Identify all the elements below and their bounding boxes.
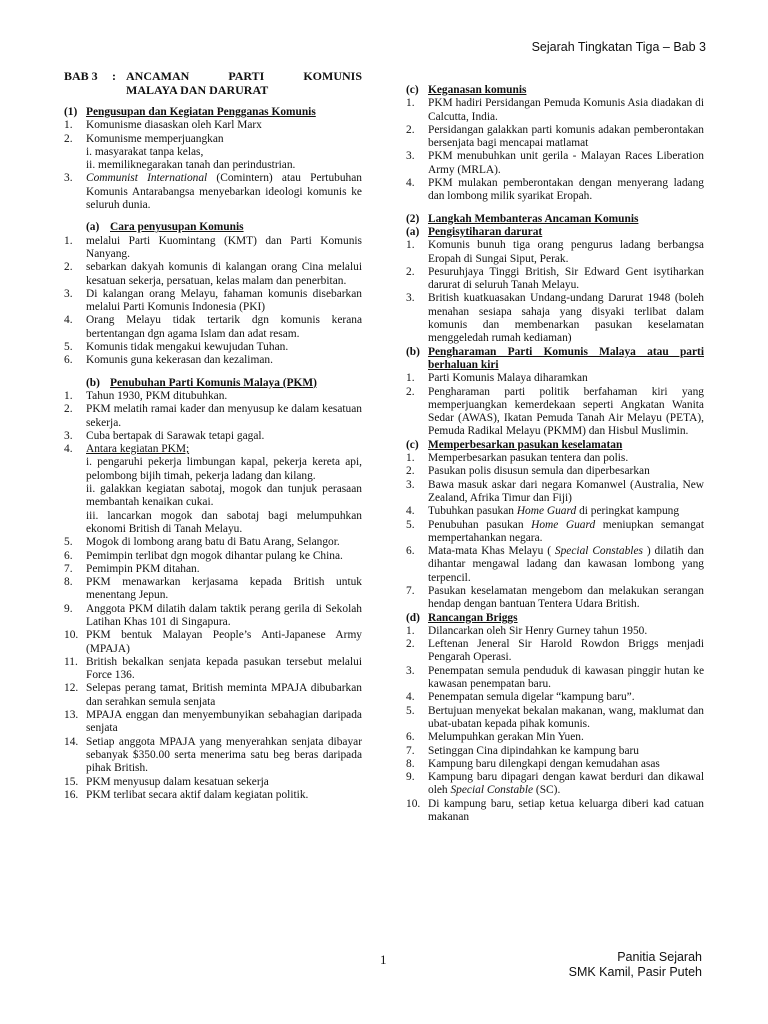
list-item — [64, 789, 362, 802]
page-header: Sejarah Tingkatan Tiga – Bab 3 — [531, 40, 706, 54]
item-text — [86, 576, 362, 603]
item-number: 5. — [406, 518, 415, 531]
list-item — [406, 638, 704, 665]
text-run: Di kalangan orang Melayu, fahaman komunis disebarkan melalui Parti Komunis Indonesia (PKI) — [86, 287, 362, 314]
list-item — [64, 736, 362, 776]
text-run: Mogok di lombong arang batu di Batu Arang, Selangor. — [86, 536, 340, 549]
text-run: PKM terlibat secara aktif dalam kegiatan politik. — [86, 788, 309, 801]
italic-term: Communist International — [86, 172, 208, 185]
item-text — [428, 124, 704, 151]
title-colon: : — [112, 69, 116, 83]
title-word: KOMUNIS — [303, 69, 362, 83]
footer-line: SMK Kamil, Pasir Puteh — [568, 965, 702, 979]
list-item — [406, 665, 704, 692]
text-run: Pesuruhjaya Tinggi British, Sir Edward Gent isytiharkan darurat di seluruh Tanah Melayu. — [428, 265, 704, 292]
list-item — [406, 505, 704, 518]
list-item — [64, 430, 362, 443]
item-number: 2. — [64, 132, 73, 145]
item-text — [86, 709, 362, 736]
subsection-title: Keganasan komunis — [428, 84, 527, 96]
text-run: Tahun 1930, PKM ditubuhkan. — [86, 389, 228, 402]
item-text — [428, 479, 704, 506]
item-number: 3. — [406, 292, 415, 305]
item-number: 2. — [406, 638, 415, 651]
text-run: Di kampung baru, setiap ketua keluarga diberi kad catuan makanan — [428, 797, 704, 824]
list — [406, 97, 704, 203]
italic-term: Special Constables — [554, 545, 643, 558]
item-text — [428, 465, 704, 478]
text-run: Pengharaman parti politik berfahaman kiri yang memperjuangkan kemerdekaan seperti Angkatan Wanita Sedar (AWAS), Ikatan Pemuda Tanah Air Melayu (PETA), Pemuda Radikal Melayu (PKMM) dan Hisbul Muslimin. — [428, 385, 704, 438]
item-text — [428, 292, 704, 345]
item-number: 5. — [64, 536, 73, 549]
item-text — [86, 563, 362, 576]
list-item — [64, 656, 362, 683]
left-column — [64, 69, 362, 802]
item-text — [86, 776, 362, 789]
item-text — [428, 691, 704, 704]
item-number: 11. — [64, 655, 78, 668]
item-text — [86, 682, 362, 709]
item-number: 16. — [64, 788, 79, 801]
subsection-heading — [64, 377, 362, 390]
section-title: Langkah Membanteras Ancaman Komunis — [428, 212, 639, 225]
list-item — [406, 731, 704, 744]
list-item — [406, 745, 704, 758]
item-number: 4. — [406, 505, 415, 518]
text-run: Memperbesarkan pasukan tentera dan polis. — [428, 452, 629, 465]
title-word: ANCAMAN — [126, 69, 190, 83]
item-number: 5. — [406, 704, 415, 717]
text-run: Pasukan polis disusun semula dan diperbesarkan — [428, 465, 650, 478]
list-item — [406, 372, 704, 385]
text-run: Penempatan semula digelar “kampung baru”. — [428, 691, 635, 704]
item-number: 2. — [64, 403, 73, 416]
list-item — [64, 776, 362, 789]
section-title: Pengusupan dan Kegiatan Pengganas Komunis — [86, 106, 316, 118]
item-number: 10. — [64, 629, 79, 642]
list-item — [406, 386, 704, 439]
list-item — [64, 172, 362, 212]
sub-item: ii. memiliknegarakan tanah dan perindustrian. — [86, 159, 296, 172]
item-number: 5. — [64, 341, 73, 354]
list-item — [64, 709, 362, 736]
item-text — [428, 150, 704, 177]
item-number: 6. — [64, 354, 73, 367]
item-number: 15. — [64, 775, 79, 788]
subsection-label: (a) — [406, 225, 420, 238]
item-number: 2. — [64, 261, 73, 274]
list-item — [64, 550, 362, 563]
text-run: Bertujuan menyekat bekalan makanan, wang, maklumat dan ubat-ubatan kepada pihak komunis. — [428, 704, 704, 730]
section-number: (2) — [406, 212, 420, 225]
text-run: Komunisme diasaskan oleh Karl Marx — [86, 119, 262, 132]
item-text — [86, 430, 362, 443]
list-item — [64, 235, 362, 262]
list-item — [64, 443, 362, 456]
item-text — [86, 550, 362, 563]
item-number: 3. — [406, 150, 415, 163]
text-run: Komunis bunuh tiga orang pengurus ladang berbangsa Eropah di Sungai Siput, Perak. — [428, 239, 704, 265]
list-item — [406, 519, 704, 546]
item-number: 3. — [64, 429, 73, 442]
item-text — [86, 536, 362, 549]
text-run: Anggota PKM dilatih dalam taktik perang gerila di Sekolah Latihan Khas 101 di Singapura. — [86, 602, 362, 628]
list-item — [406, 239, 704, 266]
item-number: 6. — [64, 549, 73, 562]
item-number: 1. — [406, 372, 415, 385]
chapter-number: BAB 3 — [64, 69, 98, 83]
subsection-title: Pengharaman Parti Komunis Malaya atau parti berhaluan kiri — [428, 345, 704, 371]
item-text — [86, 119, 362, 132]
text-run: (SC). — [535, 784, 561, 797]
text-run: Penempatan semula penduduk di kawasan pinggir hutan ke kawasan penempatan baru. — [428, 664, 704, 691]
list-item — [64, 261, 362, 288]
text-run: meniupkan semangat mempertahankan negara. — [428, 518, 704, 544]
item-number: 3. — [64, 172, 73, 185]
text-run: ) dilatih dan dihantar mengawal ladang dan kawasan lombong yang terpencil. — [428, 545, 704, 584]
item-text — [428, 545, 704, 585]
item-text — [428, 266, 704, 293]
list-item — [64, 629, 362, 656]
item-number: 7. — [64, 562, 73, 575]
item-text — [86, 314, 362, 341]
sub-item: ii. galakkan kegiatan sabotaj, mogok dan tunjuk perasaan membantah kenaikan cukai. — [86, 483, 362, 509]
item-text — [428, 239, 704, 266]
item-text — [86, 403, 362, 430]
item-number: 4. — [64, 443, 73, 456]
item-number: 1. — [406, 452, 415, 465]
item-text — [428, 519, 704, 546]
item-number: 1. — [406, 97, 415, 110]
item-text — [428, 585, 704, 612]
item-number: 6. — [406, 731, 415, 744]
list — [406, 452, 704, 612]
text-run: Kampung baru dipagari dengan kawat berduri dan dikawal oleh — [428, 771, 704, 797]
subsection-heading — [406, 346, 704, 373]
text-run: Pemimpin terlibat dgn mogok dihantar pulang ke China. — [86, 549, 343, 562]
text-run: Kampung baru dilengkapi dengan kemudahan asas — [428, 757, 660, 770]
item-number: 2. — [406, 123, 415, 136]
italic-term: Home Guard — [516, 505, 577, 518]
text-run: Cuba bertapak di Sarawak tetapi gagal. — [86, 429, 265, 442]
item-text — [428, 386, 704, 439]
item-text — [428, 638, 704, 665]
list — [64, 390, 362, 802]
item-text — [86, 736, 362, 776]
list-item — [406, 292, 704, 345]
list-item — [64, 119, 362, 132]
text-run: PKM menubuhkan unit gerila - Malayan Races Liberation Army (MRLA). — [428, 150, 704, 176]
subsection-heading — [64, 221, 362, 234]
item-text — [428, 731, 704, 744]
item-text — [428, 798, 704, 825]
text-run: melalui Parti Kuomintang (KMT) dan Parti Komunis Nanyang. — [86, 234, 362, 260]
list — [64, 119, 362, 212]
subsection-label: (c) — [406, 438, 419, 451]
sub-item: iii. lancarkan mogok dan sabotaj bagi melumpuhkan ekonomi British di Tanah Melayu. — [86, 509, 362, 535]
item-number: 4. — [64, 314, 73, 327]
list-item — [406, 465, 704, 478]
text-run: Setinggan Cina dipindahkan ke kampung baru — [428, 744, 639, 757]
item-text — [428, 452, 704, 465]
item-number: 1. — [64, 234, 73, 247]
subsection-heading — [406, 439, 704, 452]
text-run: Komunis tidak mengakui kewujudan Tuhan. — [86, 341, 289, 354]
text-run: Melumpuhkan gerakan Min Yuen. — [428, 731, 584, 744]
item-number: 8. — [406, 757, 415, 770]
page-footer — [569, 950, 702, 980]
text-run: Dilancarkan oleh Sir Henry Gurney tahun 1950. — [428, 624, 648, 637]
italic-term: Home Guard — [531, 518, 596, 531]
text-run: PKM bentuk Malayan People’s Anti-Japanese Army (MPAJA) — [86, 629, 362, 655]
item-number: 7. — [406, 744, 415, 757]
text-run: sebarkan dakyah komunis di kalangan orang Cina melalui kesatuan sekerja, persatuan, kelas malam dan penerbitan. — [86, 261, 362, 287]
text-run: Mata-mata Khas Melayu ( — [428, 545, 552, 558]
item-text — [428, 97, 704, 124]
text-run: MPAJA enggan dan menyembunyikan sebahagian daripada senjata — [86, 709, 362, 735]
chapter-title-line2: MALAYA DAN DARURAT — [126, 83, 269, 97]
list-item — [406, 758, 704, 771]
subsection-title: Memperbesarkan pasukan keselamatan — [428, 438, 623, 451]
list-item — [64, 536, 362, 549]
list-item — [64, 682, 362, 709]
list-item — [406, 124, 704, 151]
subsection-heading — [406, 226, 704, 239]
list-item — [64, 576, 362, 603]
subsection-label: (b) — [86, 376, 100, 389]
item-text — [86, 341, 362, 354]
item-text — [86, 603, 362, 630]
item-number: 1. — [64, 389, 73, 402]
list-item — [406, 266, 704, 293]
list-item — [64, 563, 362, 576]
text-run: di peringkat kampung — [579, 505, 680, 518]
item-text — [86, 390, 362, 403]
list — [64, 235, 362, 368]
item-number: 1. — [406, 624, 415, 637]
text-run: Bawa masuk askar dari negara Komanwel (Australia, New Zealand, Afrika Timur dan Fiji) — [428, 478, 704, 504]
text-run: Leftenan Jeneral Sir Harold Rowdon Briggs menjadi Pengarah Operasi. — [428, 638, 704, 664]
list-item — [406, 97, 704, 124]
list-item — [406, 705, 704, 732]
list-item — [64, 354, 362, 367]
item-text — [86, 629, 362, 656]
item-number: 12. — [64, 682, 79, 695]
item-text — [86, 133, 362, 146]
text-run: Orang Melayu tidak tertarik dgn komunis kerana bertentangan dgn agama Islam dan adat resam. — [86, 314, 362, 340]
text-run: PKM menyusup dalam kesatuan sekerja — [86, 775, 269, 788]
list — [406, 625, 704, 824]
sub-item: i. pengaruhi pekerja limbungan kapal, pekerja kereta api, pelombong bijih timah, pekerja ladang dan kilang. — [86, 456, 362, 482]
list-item — [64, 390, 362, 403]
text-run: PKM menawarkan kerjasama kepada British untuk menentang Jepun. — [86, 576, 362, 602]
list-item — [406, 177, 704, 204]
item-number: 9. — [406, 771, 415, 784]
text-run: Selepas perang tamat, British meminta MPAJA dibubarkan dan serahkan semula senjata — [86, 682, 362, 708]
subsection-heading — [406, 612, 704, 625]
sub-item: i. masyarakat tanpa kelas, — [86, 145, 204, 158]
text-run: Komunisme memperjuangkan — [86, 132, 224, 145]
item-text — [428, 665, 704, 692]
section-heading — [64, 106, 362, 119]
item-text — [428, 177, 704, 204]
text-run: British kuatkuasakan Undang-undang Darurat 1948 (boleh menahan sesiapa sahaja yang disyaki terlibat dalam komunis dan membenarkan pasukan keselamatan menggeledah rumah kediaman) — [428, 292, 704, 345]
right-column — [406, 84, 704, 824]
subsection-title: Penubuhan Parti Komunis Malaya (PKM) — [110, 376, 317, 389]
list-item — [64, 403, 362, 430]
item-number: 2. — [406, 465, 415, 478]
list-item — [406, 150, 704, 177]
text-run: Komunis guna kekerasan dan kezaliman. — [86, 354, 273, 367]
text-run: PKM melatih ramai kader dan menyusup ke dalam kesatuan sekerja. — [86, 403, 362, 429]
item-number: 4. — [406, 691, 415, 704]
item-number: 2. — [406, 385, 415, 398]
text-run: Setiap anggota MPAJA yang menyerahkan senjata dibayar sebanyak $350.00 serta menerima satu beg beras daripada pihak British. — [86, 735, 362, 775]
text-run: Penubuhan pasukan — [428, 518, 524, 531]
text-run: PKM hadiri Persidangan Pemuda Komunis Asia diadakan di Calcutta, India. — [428, 97, 704, 123]
text-run: Persidangan galakkan parti komunis adakan pemberontakan bersenjata bagi mencapai matlamat — [428, 123, 704, 150]
list-item — [406, 798, 704, 825]
list-item — [406, 452, 704, 465]
item-number: 7. — [406, 584, 415, 597]
list-item — [406, 545, 704, 585]
subsection-title: Cara penyusupan Komunis — [110, 221, 244, 234]
subsection-label: (d) — [406, 611, 420, 624]
list-item — [406, 691, 704, 704]
list-item — [64, 314, 362, 341]
item-number: 9. — [64, 602, 73, 615]
item-number: 6. — [406, 545, 415, 558]
item-number: 3. — [406, 664, 415, 677]
footer-line: Panitia Sejarah — [617, 950, 702, 964]
list-item — [406, 585, 704, 612]
item-number: 8. — [64, 576, 73, 589]
item-text — [428, 705, 704, 732]
item-number: 2. — [406, 265, 415, 278]
text-run: (Comintern) atau Pertubuhan Komunis Antarabangsa menyebarkan ideologi komunis ke seluruh dunia. — [86, 172, 362, 212]
subsection-title: Rancangan Briggs — [428, 611, 518, 624]
subsection-label: (c) — [406, 84, 419, 96]
list-item — [64, 288, 362, 315]
text-run: PKM mulakan pemberontakan dengan menyerang ladang dan lombong milik syarikat Eropah. — [428, 177, 704, 203]
item-number: 14. — [64, 735, 79, 748]
list-item — [406, 479, 704, 506]
list — [406, 372, 704, 438]
item-number: 13. — [64, 709, 79, 722]
item-text — [428, 745, 704, 758]
item-text — [428, 505, 704, 518]
list-item — [64, 133, 362, 146]
list-item — [64, 341, 362, 354]
section-number: (1) — [64, 106, 78, 118]
item-number: 3. — [406, 478, 415, 491]
chapter-title — [64, 69, 362, 97]
item-text — [86, 172, 362, 212]
section-heading — [406, 213, 704, 226]
item-number: 1. — [64, 119, 73, 132]
list-item — [406, 771, 704, 798]
item-text — [86, 354, 362, 367]
item-text — [428, 372, 704, 385]
item-text — [428, 758, 704, 771]
text-run: Tubuhkan pasukan — [428, 505, 514, 518]
list — [406, 239, 704, 345]
underlined-text: Antara kegiatan PKM; — [86, 443, 190, 456]
item-text — [86, 443, 362, 456]
item-number: 1. — [406, 239, 415, 252]
item-text — [86, 656, 362, 683]
text-run: Pasukan keselamatan mengebom dan melakukan serangan hendap dengan bantuan Tentera Udara British. — [428, 584, 704, 611]
text-run: Parti Komunis Malaya diharamkan — [428, 372, 588, 385]
item-number: 4. — [406, 177, 415, 190]
text-run: British bekalkan senjata kepada pasukan tersebut melalui Force 136. — [86, 655, 362, 682]
list-item — [406, 625, 704, 638]
item-text — [428, 771, 704, 798]
subsection-label: (b) — [406, 345, 420, 358]
item-text — [86, 789, 362, 802]
item-text — [428, 625, 704, 638]
item-text — [86, 288, 362, 315]
item-number: 10. — [406, 797, 421, 810]
item-text — [86, 261, 362, 288]
list-item — [64, 603, 362, 630]
subsection-title: Pengisytiharan darurat — [428, 225, 543, 238]
page-number: 1 — [380, 952, 387, 967]
subsection-label: (a) — [86, 221, 100, 234]
title-word: PARTI — [228, 69, 265, 83]
italic-term: Special Constable — [450, 784, 534, 797]
item-text — [86, 235, 362, 262]
item-number: 3. — [64, 287, 73, 300]
subsection-heading — [406, 84, 704, 97]
text-run: Pemimpin PKM ditahan. — [86, 562, 200, 575]
